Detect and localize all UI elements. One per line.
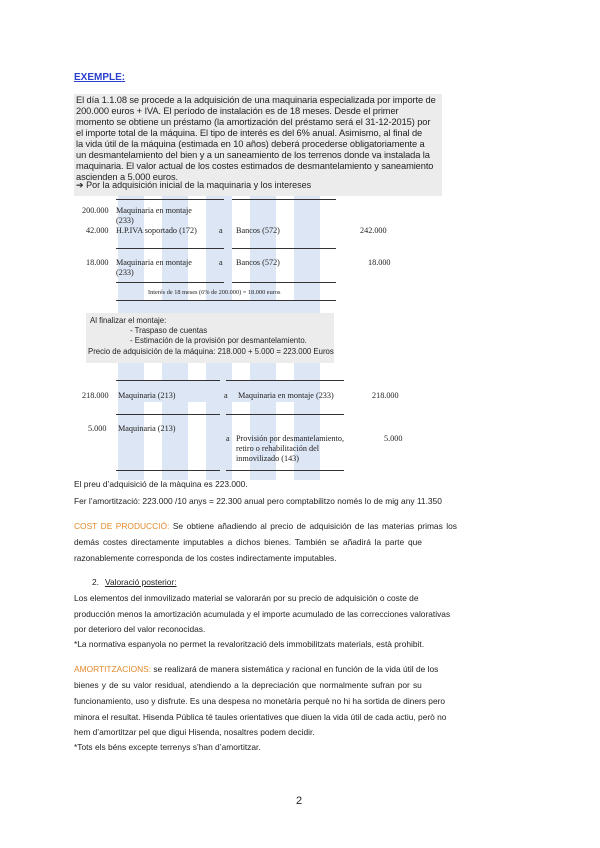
example-line: 200.000 euros + IVA. El período de instalación es de 18 meses. Desde el primer xyxy=(76,106,399,116)
entry-rule xyxy=(116,470,220,471)
entry-rule xyxy=(232,199,336,200)
page-number: 2 xyxy=(296,795,303,807)
entry-rule xyxy=(116,199,224,200)
entry-rule xyxy=(116,380,220,381)
to-label: a xyxy=(224,391,228,400)
section-heading xyxy=(92,577,177,588)
example-line: un desmantelamiento del bien y a un saneamiento de los terrenos donde va instalada la xyxy=(76,150,430,160)
entry-rule xyxy=(116,414,220,415)
credit-amount: 242.000 xyxy=(360,226,387,235)
debit-account-code: (233) xyxy=(116,268,134,277)
section-number: 2. xyxy=(92,577,99,587)
amortization-line xyxy=(74,664,528,675)
amortization-line: minora el resultat. Hisenda Pública té taules orientatives que diuen la vida útil de cada actiu, però no xyxy=(74,712,447,722)
interest-note: Interés de 18 meses (6% de 200.000) = 18.000 euros xyxy=(148,289,281,296)
debit-amount: 5.000 xyxy=(88,424,107,433)
production-cost-text: Se obtiene añadiendo al precio de adquisición de las materias primas los xyxy=(169,521,457,531)
credit-account: inmovilizado (143) xyxy=(236,454,299,463)
debit-amount: 218.000 xyxy=(82,391,109,400)
entry-rule xyxy=(116,282,224,283)
production-cost-line xyxy=(74,521,528,532)
example-line: maquinaria. El valor actual de los costes estimados de desmantelamiento y saneamiento xyxy=(76,161,434,171)
example-line: momento se obtiene un préstamo (la amortización del préstamo será el 31-12-2015) por xyxy=(76,117,431,127)
revaluation-note: *La normativa espanyola no permet la revalorització dels immobilitzats materials, està prohibit. xyxy=(74,639,425,649)
amortization-note: *Tots els béns excepte terrenys s’han d’amortitzar. xyxy=(74,742,261,752)
arrow-icon: ➔ xyxy=(76,180,84,190)
example-line: El día 1.1.08 se procede a la adquisición de una maquinaria especializada por importe de xyxy=(76,95,436,105)
example-heading: EXEMPLE: xyxy=(74,72,126,83)
amortization-line: funcionamiento, uso y disfrute. Es una despesa no monetària perquè no hi ha sortida de diners pero xyxy=(74,696,446,706)
montage-note-line: Al finalizar el montaje: xyxy=(90,316,167,325)
credit-amount: 18.000 xyxy=(368,258,391,267)
montage-note-line: - Estimación de la provisión por desmantelamiento. xyxy=(130,336,307,345)
credit-account: Provisión por desmantelamiento, xyxy=(236,434,345,443)
entry-rule xyxy=(232,282,336,283)
amortization-line: hem d’amortitzar pel que digui Hisenda, nosaltres podem decidir. xyxy=(74,727,315,737)
credit-amount: 218.000 xyxy=(372,391,399,400)
entry-rule xyxy=(116,300,336,301)
credit-account: Bancos (572) xyxy=(236,226,280,235)
entry-rule xyxy=(226,470,344,471)
debit-account: H.P.IVA soportado (172) xyxy=(116,226,197,235)
entry-rule xyxy=(232,248,336,249)
journal-header xyxy=(76,180,311,191)
example-line: el importe total de la máquina. El tipo de interés es del 6% anual. Asimismo, al final de xyxy=(76,128,423,138)
debit-amount: 18.000 xyxy=(86,258,109,267)
to-label: a xyxy=(219,258,223,267)
production-cost-line: razonablemente corresponda de los costes indirectamente imputables. xyxy=(74,553,337,563)
credit-account: Maquinaria en montaje (233) xyxy=(238,391,334,400)
debit-account: Maquinaria (213) xyxy=(118,391,176,400)
debit-account: Maquinaria (213) xyxy=(118,424,176,433)
to-label: a xyxy=(226,434,230,443)
montage-note-line: - Traspaso de cuentas xyxy=(130,326,208,335)
entry-rule xyxy=(116,248,224,249)
credit-account: Bancos (572) xyxy=(236,258,280,267)
to-label: a xyxy=(219,226,223,235)
amortization-calc-line: Fer l’amortització: 223.000 /10 anys = 22.300 anual pero comptabilitzo només lo de mig any 11.350 xyxy=(74,496,442,506)
amortization-line: bienes y de su valor residual, atendiendo a la depreciación que normalmente sufran por su xyxy=(74,680,422,690)
valuation-line: por deterioro del valor reconocidas. xyxy=(74,624,206,634)
acquisition-price-line: El preu d’adquisició de la màquina es 223.000. xyxy=(74,479,248,489)
entry-rule xyxy=(226,380,344,381)
entry-rule xyxy=(226,414,344,415)
example-line: ascienden a 5.000 euros. xyxy=(76,172,179,182)
debit-amount: 200.000 xyxy=(82,206,109,215)
production-cost-line: demás costes directamente imputables a dichos bienes. También se añadirá la parte que xyxy=(74,537,422,547)
production-cost-label: COST DE PRODUCCIÓ: xyxy=(74,521,170,531)
montage-notes xyxy=(86,313,334,363)
section-title: Valoració posterior: xyxy=(105,577,177,587)
example-line: la vida útil de la máquina (estimada en 10 años) deberá procederse obligatoriamente a xyxy=(76,139,425,149)
valuation-line: Los elementos del inmovilizado material se valorarán por su precio de adquisición o coste de xyxy=(74,593,419,603)
credit-account: retiro o rehabilitación del xyxy=(236,444,319,453)
amortization-label: AMORTITZACIONS: xyxy=(74,664,152,674)
debit-account: Maquinaria en montaje xyxy=(116,258,192,267)
journal-header-text: Por la adquisición inicial de la maquinaria y los intereses xyxy=(86,180,312,190)
debit-account-code: (233) xyxy=(116,216,134,225)
debit-account: Maquinaria en montaje xyxy=(116,206,192,215)
montage-note-line: Precio de adquisición de la máquina: 218.000 + 5.000 = 223.000 Euros xyxy=(88,347,334,356)
amortization-text: se realizará de manera sistemática y racional en función de la vida útil de los xyxy=(151,664,439,674)
valuation-line: producción menos la amortización acumulada y el importe acumulado de las correcciones valorativas xyxy=(74,609,451,619)
debit-amount: 42.000 xyxy=(86,226,109,235)
credit-amount: 5.000 xyxy=(384,434,403,443)
